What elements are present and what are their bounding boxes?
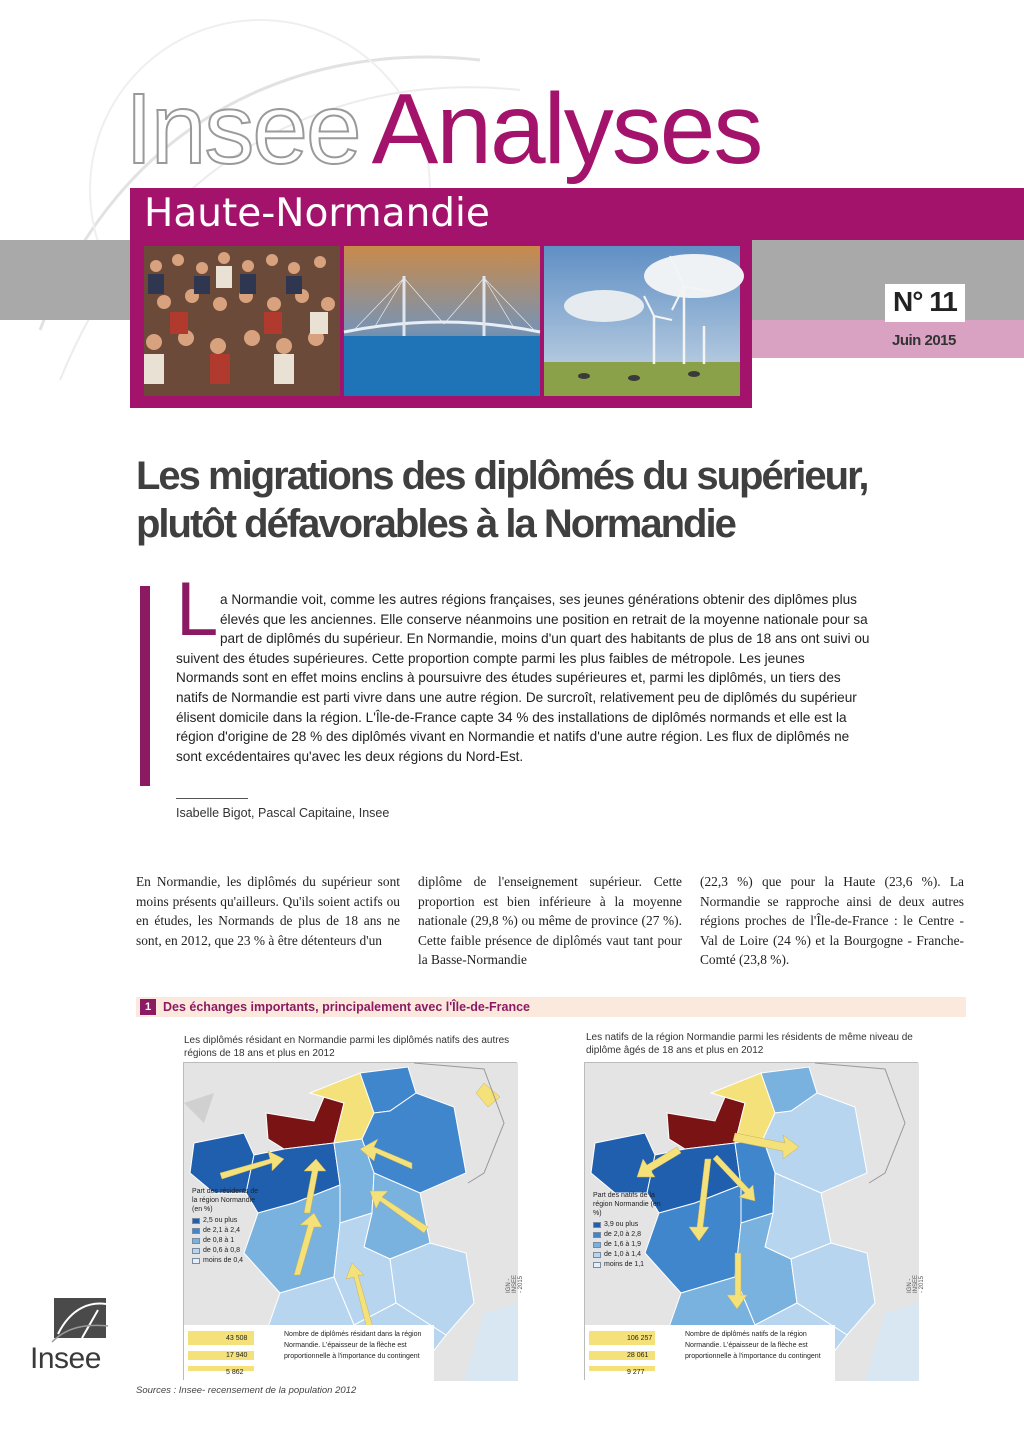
- legend-label: 3,9 ou plus: [604, 1221, 639, 1228]
- map-right-credit: IGN - INSEE - 2015: [907, 1274, 925, 1293]
- map-caption-left: Les diplômés résidant en Normandie parmi les diplômés natifs des autres régions de 18 ans et plus en 2012: [184, 1035, 510, 1059]
- figure-sources: Sources : Insee- recensement de la population 2012: [136, 1385, 357, 1396]
- issue-date: Juin 2015: [892, 332, 956, 349]
- body-column-2: diplôme de l'enseignement supérieur. Cette proportion est bien inférieure à la moyenne nationale (29,8 %) ou même de province (27 %). Cette faible présence de diplômés vaut tant pour la Basse-Normandie: [418, 874, 682, 968]
- legend-label: 2,5 ou plus: [203, 1217, 238, 1224]
- legend-label: de 0,6 à 0,8: [203, 1247, 240, 1254]
- legend-label: de 0,8 à 1: [203, 1237, 235, 1244]
- brand-analyses: Analyses: [371, 73, 762, 185]
- figure-number: 1: [140, 999, 156, 1015]
- authors-rule: [176, 798, 248, 799]
- legend-row: [593, 1260, 663, 1270]
- authors: Isabelle Bigot, Pascal Capitaine, Insee: [176, 806, 390, 820]
- legend-label: moins de 0,4: [203, 1257, 244, 1264]
- chapeau-body: a Normandie voit, comme les autres régions françaises, ses jeunes générations obtenir des diplômes plus élevés que les anciennes. Elle conserve néanmoins une position en retrait de la moyenne nationale pour sa part de diplômés du supérieur. En Normandie, moins d'un quart des habitants de plus de 18 ans ont suivi ou suivent des études supérieures. Cette proportion compte parmi les plus faibles de métropole. Les jeunes Normands sont en effet moins enclins à poursuivre des études supérieures et, parmi les diplômés, un tiers des natifs de Normandie est parti vivre dans une autre région. De surcroît, relativement peu de diplômés du supérieur élisent domicile dans la région. L'Île-de-France capte 34 % des installations de diplômés normands et elle est la région d'origine de 28 % des diplômés vivant en Normandie et natifs d'une autre région. Les flux de diplômés ne sont excédentaires qu'avec les deux régions du Nord-Est.: [176, 592, 870, 764]
- photo-wind-turbines: [544, 246, 740, 396]
- legend-row: [593, 1240, 663, 1250]
- legend-label: de 1,0 à 1,4: [604, 1251, 641, 1258]
- flow-description: Nombre de diplômés natifs de la région Normandie. L'épaisseur de la flèche est proportionnelle à l'importance du contingent: [685, 1331, 821, 1360]
- flow-value: 43 508: [226, 1335, 248, 1342]
- body-columns: [136, 872, 966, 972]
- region-band: [130, 188, 1024, 240]
- chapeau-text: [176, 590, 870, 766]
- drop-cap: L: [176, 567, 219, 652]
- flow-description: Nombre de diplômés résidant dans la région Normandie. L'épaisseur de la flèche est proportionnelle à l'importance du contingent: [284, 1331, 422, 1360]
- map-left-flow-legend: [184, 1325, 434, 1381]
- flow-value: 106 257: [627, 1335, 653, 1342]
- body-column-1: En Normandie, les diplômés du supérieur sont moins présents qu'ailleurs. Qu'ils soient actifs ou en études, les Normands de plus de 18 ans ne sont, en 2012, que 23 % à être détenteurs d'un: [136, 874, 400, 948]
- pink-band: [752, 320, 1024, 358]
- legend-row: [593, 1250, 663, 1260]
- brand-title: [125, 72, 762, 185]
- region-name: Haute-Normandie: [144, 191, 490, 236]
- flow-value: 17 940: [226, 1352, 248, 1359]
- insee-logo-icon: [52, 1296, 108, 1344]
- flow-value: 9 277: [627, 1369, 645, 1376]
- legend-label: de 1,6 à 1,9: [604, 1241, 641, 1248]
- legend-label: de 2,0 à 2,8: [604, 1231, 641, 1238]
- photo-bridge: [344, 246, 540, 396]
- legend-row: [192, 1236, 262, 1246]
- chapeau-bar: [140, 586, 150, 786]
- legend-row: [192, 1216, 262, 1226]
- legend-title: Part des résidents de la région Normandie (en %): [192, 1188, 259, 1213]
- flow-values: [627, 1330, 652, 1381]
- issue-number: N° 11: [893, 286, 957, 317]
- photo-crowd: [144, 246, 340, 396]
- legend-row: [593, 1220, 663, 1230]
- map-left-legend: [192, 1187, 262, 1266]
- insee-logo-text: Insee: [30, 1342, 101, 1375]
- flow-value: 28 061: [627, 1352, 649, 1359]
- figure-title: Des échanges importants, principalement avec l'Île-de-France: [163, 1000, 530, 1014]
- legend-row: [593, 1230, 663, 1240]
- map-left: [183, 1062, 524, 1380]
- article-title: [136, 452, 876, 548]
- legend-row: [192, 1246, 262, 1256]
- body-column-3: (22,3 %) que pour la Haute (23,6 %). La Normandie se rapproche ainsi de deux autres régions proches de l'Île-de-France : le Centre - Val de Loire (24 %) et la Bourgogne - Franche-Comté (23,8 %).: [700, 874, 964, 968]
- legend-row: [192, 1256, 262, 1266]
- title-line-1: Les migrations des diplômés du supérieur,: [136, 454, 868, 498]
- flow-value: 5 862: [226, 1369, 244, 1376]
- brand-insee: Insee: [125, 73, 360, 185]
- map-right: [584, 1062, 925, 1380]
- map-caption-right: Les natifs de la région Normandie parmi les résidents de même niveau de diplôme âgés de 18 ans et plus en 2012: [586, 1032, 913, 1056]
- legend-label: moins de 1,1: [604, 1261, 645, 1268]
- title-line-2: plutôt défavorables à la Normandie: [136, 502, 735, 546]
- map-right-legend: [593, 1191, 663, 1270]
- map-right-flow-legend: [585, 1325, 835, 1381]
- legend-row: [192, 1226, 262, 1236]
- legend-label: de 2,1 à 2,4: [203, 1227, 240, 1234]
- flow-values: [226, 1330, 247, 1381]
- map-left-credit: IGN - INSEE - 2015: [506, 1274, 524, 1293]
- legend-title: Part des natifs de la région Normandie (en %): [593, 1192, 661, 1217]
